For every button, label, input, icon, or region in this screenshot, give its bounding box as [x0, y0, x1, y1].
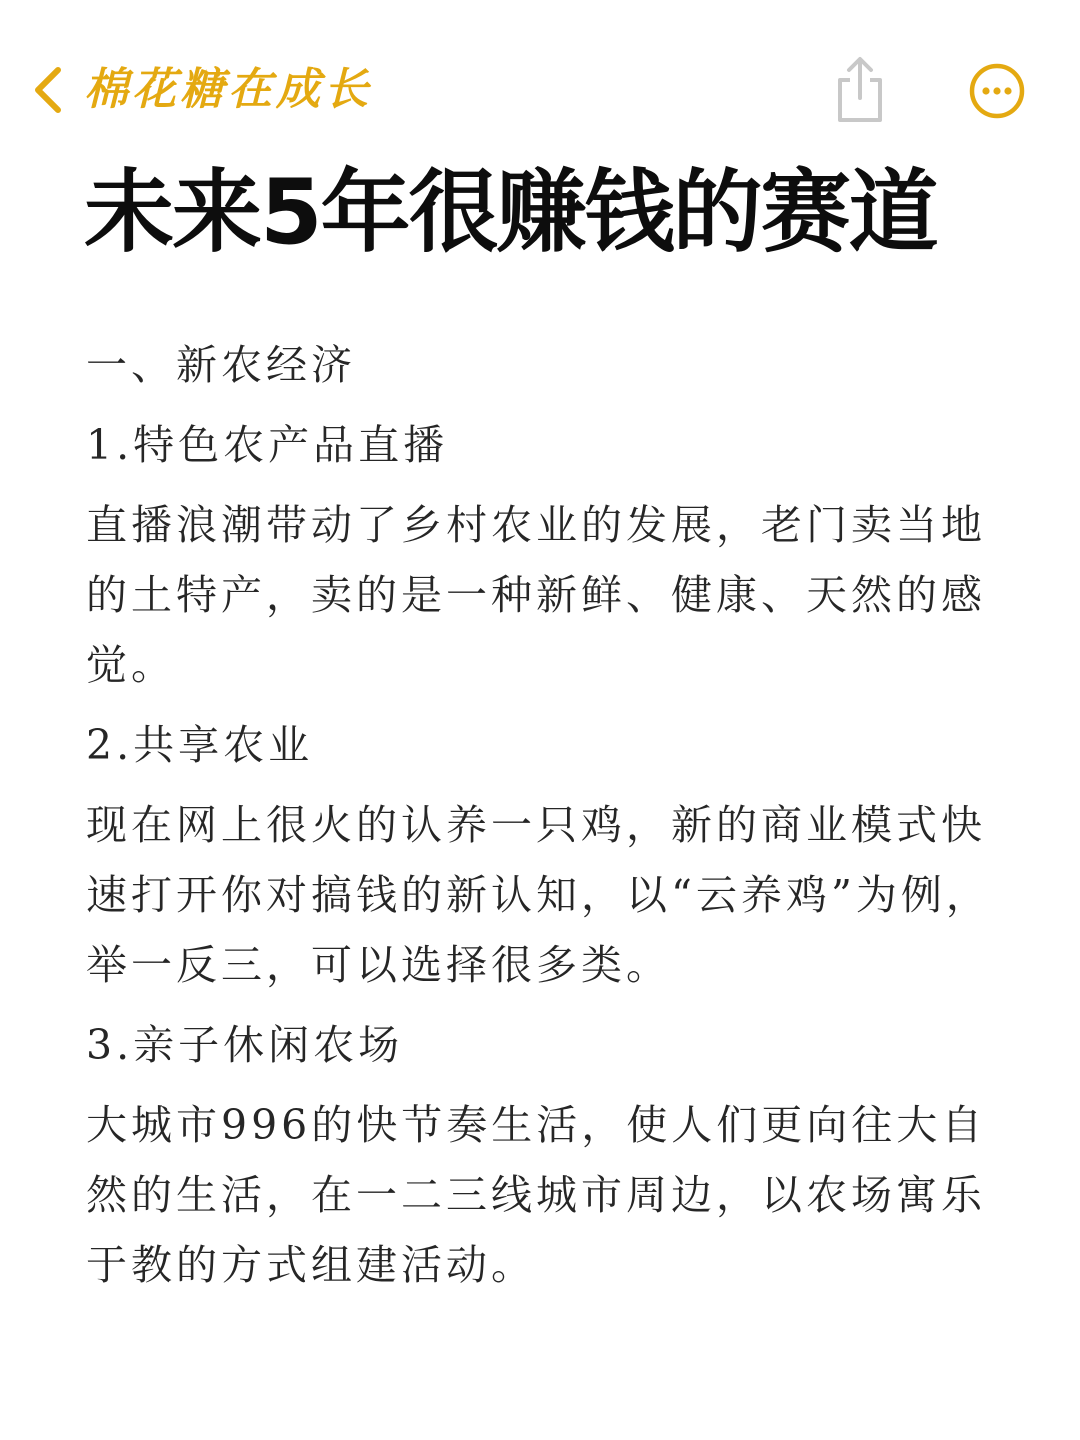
- item-heading: 1.特色农产品直播: [86, 421, 449, 469]
- note-title: 未来5年很赚钱的赛道: [84, 160, 937, 265]
- note-body[interactable]: [86, 330, 998, 1310]
- share-icon: [830, 54, 890, 126]
- section-heading: 一、新农经济: [86, 341, 356, 389]
- item-text: 直播浪潮带动了乡村农业的发展，老门卖当地的土特产，卖的是一种新鲜、健康、天然的感觉。: [86, 501, 986, 689]
- item-text: 现在网上很火的认养一只鸡，新的商业模式快速打开你对搞钱的新认知，以“云养鸡”为例，举一反三，可以选择很多类。: [86, 801, 991, 989]
- back-button[interactable]: [28, 64, 68, 116]
- navigation-bar: [0, 50, 1080, 130]
- item-heading: 3.亲子休闲农场: [86, 1021, 404, 1069]
- folder-title[interactable]: 棉花糖在成长: [84, 64, 372, 115]
- item-text: 大城市996的快节奏生活，使人们更向往大自然的生活，在一二三线城市周边，以农场寓乐于教的方式组建活动。: [86, 1101, 987, 1289]
- share-button[interactable]: [830, 54, 890, 126]
- ellipsis-circle-icon: [968, 62, 1026, 120]
- chevron-left-icon: [28, 64, 68, 116]
- more-options-button[interactable]: [968, 62, 1026, 120]
- item-heading: 2.共享农业: [86, 721, 314, 769]
